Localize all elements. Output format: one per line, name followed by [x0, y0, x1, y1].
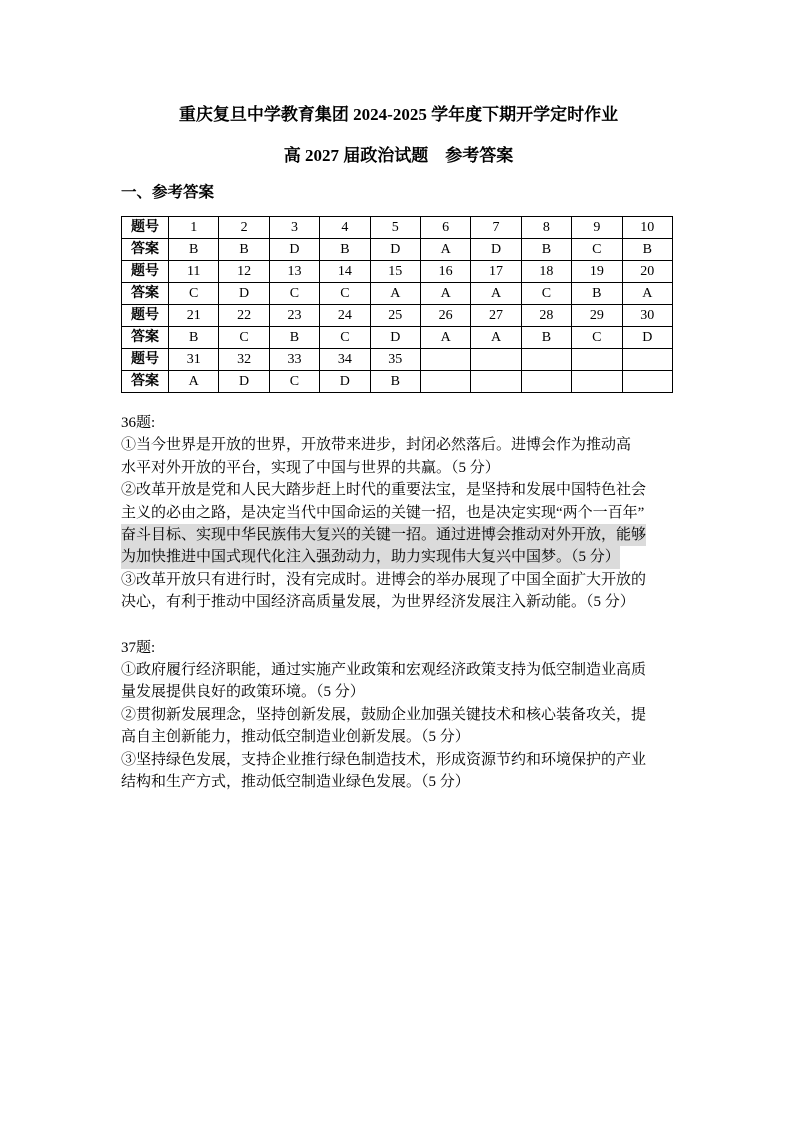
answer-table-cell — [622, 371, 672, 393]
answer-table-cell: B — [169, 327, 219, 349]
answer-table-cell: 19 — [572, 261, 622, 283]
answer-table-cell: D — [370, 239, 420, 261]
answer-table-cell: 35 — [370, 349, 420, 371]
answer-table-cell: D — [219, 371, 269, 393]
answer-table-cell: 31 — [169, 349, 219, 371]
answer-table-cell — [471, 371, 521, 393]
answer-table-cell: 30 — [622, 305, 672, 327]
answer-table-cell: 33 — [269, 349, 319, 371]
answer-table-cell: 6 — [420, 217, 470, 239]
answer-table-cell: C — [320, 327, 370, 349]
answer-table-cell: 16 — [420, 261, 470, 283]
answer-table-cell: A — [420, 283, 470, 305]
answer-table-cell: B — [572, 283, 622, 305]
answer-table-cell: B — [521, 327, 571, 349]
answer-text-line: ②贯彻新发展理念，坚持创新发展，鼓励企业加强关键技术和核心装备攻关，提 — [121, 706, 647, 723]
answer-table-cell: C — [219, 327, 269, 349]
answer-table-cell: B — [521, 239, 571, 261]
answer-table-cell: 21 — [169, 305, 219, 327]
answer-table-cell: 20 — [622, 261, 672, 283]
answer-table-cell: 8 — [521, 217, 571, 239]
answer-table-row-header: 题号 — [122, 349, 169, 371]
answer-table-cell: 4 — [320, 217, 370, 239]
answer-table-row — [122, 327, 673, 349]
answer-table-cell — [420, 371, 470, 393]
question-37-label: 37题: — [121, 639, 156, 656]
answer-table-row-header: 题号 — [122, 217, 169, 239]
answer-table-cell: C — [320, 283, 370, 305]
answer-table-cell — [622, 349, 672, 371]
answer-table-cell: D — [320, 371, 370, 393]
answer-table-row — [122, 283, 673, 305]
answer-table-cell — [572, 349, 622, 371]
document-subtitle: 高 2027 届政治试题 参考答案 — [283, 146, 514, 165]
answer-table-cell: 10 — [622, 217, 672, 239]
answer-table-cell — [420, 349, 470, 371]
answer-table-cell: B — [370, 371, 420, 393]
answer-table-cell: A — [622, 283, 672, 305]
answer-table-cell — [471, 349, 521, 371]
answer-table-row — [122, 305, 673, 327]
answer-table — [121, 216, 673, 393]
answer-table-cell: 9 — [572, 217, 622, 239]
question-36-block — [121, 412, 677, 614]
answer-table-cell: B — [219, 239, 269, 261]
answer-text-line: ①当今世界是开放的世界，开放带来进步，封闭必然落后。进博会作为推动高 — [121, 437, 632, 454]
answer-table-cell: 14 — [320, 261, 370, 283]
answer-table-cell: B — [269, 327, 319, 349]
answer-table-cell: 23 — [269, 305, 319, 327]
answer-text-line-highlighted: 为加快推进中国式现代化注入强劲动力，助力实现伟大复兴中国梦。（5 分） — [121, 546, 620, 568]
answer-table-cell: 1 — [169, 217, 219, 239]
answer-table-cell: A — [471, 327, 521, 349]
answer-table-row — [122, 261, 673, 283]
answer-table-cell: D — [622, 327, 672, 349]
answer-text-line: ①政府履行经济职能，通过实施产业政策和宏观经济政策支持为低空制造业高质 — [121, 662, 647, 679]
answer-table-row — [122, 371, 673, 393]
answer-table-row-header: 答案 — [122, 239, 169, 261]
answer-text-line: 量发展提供良好的政策环境。（5 分） — [121, 684, 365, 701]
answer-table-cell: 3 — [269, 217, 319, 239]
answer-text-line: ③坚持绿色发展，支持企业推行绿色制造技术，形成资源节约和环境保护的产业 — [121, 751, 647, 768]
answer-table-cell: C — [521, 283, 571, 305]
answer-table-cell: 34 — [320, 349, 370, 371]
answer-table-cell — [521, 349, 571, 371]
answer-table-row-header: 题号 — [122, 305, 169, 327]
answer-table-cell: 11 — [169, 261, 219, 283]
section-heading: 一、参考答案 — [121, 184, 215, 201]
answer-table-cell: 12 — [219, 261, 269, 283]
answer-table-cell: 13 — [269, 261, 319, 283]
answer-table-cell: 25 — [370, 305, 420, 327]
answer-table-cell: 7 — [471, 217, 521, 239]
answer-table-row — [122, 239, 673, 261]
answer-table-cell: A — [169, 371, 219, 393]
answer-table-cell: 32 — [219, 349, 269, 371]
answer-text-line: 主义的必由之路，是决定当代中国命运的关键一招，也是决定实现“两个一百年” — [121, 504, 645, 521]
answer-text-line: ③改革开放只有进行时，没有完成时。进博会的举办展现了中国全面扩大开放的 — [121, 571, 647, 588]
answer-table-cell: 27 — [471, 305, 521, 327]
answer-table-cell: 26 — [420, 305, 470, 327]
answer-table-cell: D — [471, 239, 521, 261]
question-36-label: 36题: — [121, 415, 156, 431]
answer-table-cell: C — [169, 283, 219, 305]
answer-table-cell: 22 — [219, 305, 269, 327]
answer-table-cell: A — [420, 239, 470, 261]
answer-table-cell: B — [622, 239, 672, 261]
answer-table-cell: 5 — [370, 217, 420, 239]
answer-table-row — [122, 349, 673, 371]
answer-table-cell: C — [572, 239, 622, 261]
answer-table-cell: B — [169, 239, 219, 261]
answer-table-cell: 2 — [219, 217, 269, 239]
answer-table-cell: 24 — [320, 305, 370, 327]
answer-table-row-header: 答案 — [122, 283, 169, 305]
answer-table-cell: C — [269, 371, 319, 393]
answer-table-cell — [521, 371, 571, 393]
answer-table-row-header: 题号 — [122, 261, 169, 283]
answer-table-cell: D — [219, 283, 269, 305]
answer-table-row-header: 答案 — [122, 371, 169, 393]
answer-table-cell: 17 — [471, 261, 521, 283]
answer-table-cell: A — [370, 283, 420, 305]
answer-table-cell: B — [320, 239, 370, 261]
answer-text-line-highlighted: 奋斗目标、实现中华民族伟大复兴的关键一招。通过进博会推动对外开放，能够 — [121, 524, 646, 546]
answer-table-cell — [572, 371, 622, 393]
question-37-block — [121, 637, 677, 794]
answer-table-cell: A — [420, 327, 470, 349]
answer-text-line: 水平对外开放的平台，实现了中国与世界的共赢。（5 分） — [121, 459, 500, 476]
answer-table-cell: 28 — [521, 305, 571, 327]
document-title: 重庆复旦中学教育集团 2024-2025 学年度下期开学定时作业 — [178, 105, 619, 124]
answer-table-cell: 18 — [521, 261, 571, 283]
answer-table-cell: 15 — [370, 261, 420, 283]
answer-text-line: ②改革开放是党和人民大踏步赶上时代的重要法宝，是坚持和发展中国特色社会 — [121, 482, 647, 499]
answer-table-row — [122, 217, 673, 239]
answer-text-line: 高自主创新能力，推动低空制造业创新发展。（5 分） — [121, 729, 470, 746]
answer-text-line: 结构和生产方式，推动低空制造业绿色发展。（5 分） — [121, 774, 470, 791]
answer-table-row-header: 答案 — [122, 327, 169, 349]
answer-table-cell: C — [572, 327, 622, 349]
answer-table-cell: 29 — [572, 305, 622, 327]
answer-text-line: 决心，有利于推动中国经济高质量发展，为世界经济发展注入新动能。（5 分） — [121, 594, 635, 611]
answer-table-cell: D — [269, 239, 319, 261]
answer-table-cell: D — [370, 327, 420, 349]
answer-table-cell: C — [269, 283, 319, 305]
answer-table-cell: A — [471, 283, 521, 305]
